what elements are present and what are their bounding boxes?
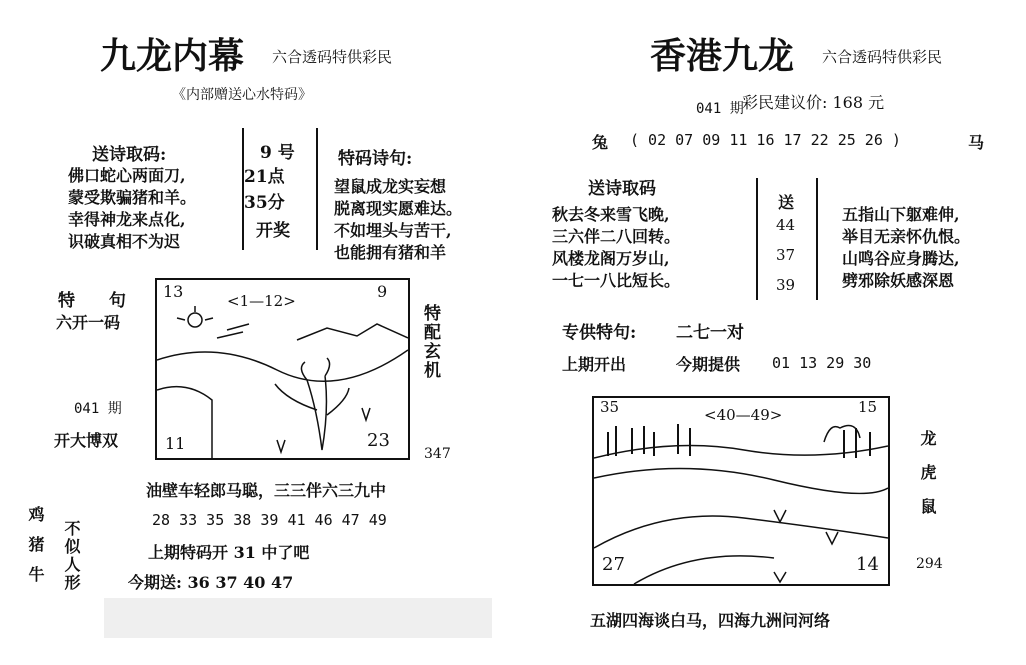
left-vertical-text: 特配玄机 <box>420 304 440 380</box>
left-time-line: 9 号 <box>260 143 295 163</box>
right-zodiac-start: 兔 <box>592 133 609 152</box>
left-animals-col2: 不似人形 <box>62 520 81 592</box>
left-numbers: 28 33 35 38 39 41 46 47 49 <box>152 511 387 529</box>
right-send-line: 送 <box>778 193 795 212</box>
right-sketch-top-right: 15 <box>858 398 878 416</box>
left-last-open: 上期特码开 31 中了吧 <box>148 543 310 562</box>
right-subtitle: 六合透码特供彩民 <box>822 48 943 66</box>
left-today-send: 今期送: 36 37 40 47 <box>128 573 294 592</box>
left-special-label: 特 句 <box>58 291 140 311</box>
right-poem-right-line: 举目无亲怀仇恨。 <box>842 227 971 246</box>
left-sketch-top-right: 9 <box>377 282 388 301</box>
left-time-line: 21点 <box>244 167 285 187</box>
left-title: 九龙内幕 <box>100 35 245 77</box>
right-special-label: 专供特句: <box>562 323 637 343</box>
left-subtitle: 六合透码特供彩民 <box>272 48 393 66</box>
left-code-poem-line: 不如埋头与苦干, <box>334 221 452 240</box>
left-time-line: 开奖 <box>256 221 290 241</box>
left-poem-line: 幸得神龙来点化, <box>68 210 186 229</box>
right-send-line: 39 <box>776 276 796 294</box>
right-poem-right-line: 劈邪除妖感深恩 <box>842 271 955 290</box>
left-issue: 041 期 <box>74 401 122 417</box>
right-poem-left-line: 秋去冬来雪飞晚, <box>552 205 670 224</box>
left-code-poem-label: 特码诗句: <box>338 149 413 169</box>
right-poem-left <box>552 204 680 292</box>
left-poem-line: 蒙受欺骗猪和羊。 <box>68 188 197 207</box>
right-sketch-top-left: 35 <box>600 398 620 416</box>
right-special-value: 二七一对 <box>676 323 744 343</box>
left-code-poem-line: 也能拥有猪和羊 <box>334 243 447 262</box>
left-time-line: 35分 <box>244 193 285 213</box>
left-inner-note: 《内部赠送心水特码》 <box>172 87 312 103</box>
right-price: 彩民建议价: 168 元 <box>742 93 885 112</box>
right-zodiac-end: 马 <box>968 133 985 152</box>
left-sketch-top-left: 13 <box>163 282 184 301</box>
left-poem-label: 送诗取码: <box>92 145 167 165</box>
left-shade <box>104 598 492 638</box>
right-poem-left-line: 一七一八比短长。 <box>552 271 681 290</box>
right-vertical-text: 龙虎鼠 <box>918 430 937 532</box>
right-send-line: 44 <box>776 216 796 234</box>
left-sketch <box>155 278 410 460</box>
right-poem-left-line: 风楼龙阁万岁山, <box>552 249 670 268</box>
right-side-number: 294 <box>916 556 943 572</box>
right-poem-label: 送诗取码 <box>588 179 656 199</box>
left-issue-note: 开大博双 <box>54 431 119 450</box>
left-sketch-bottom-left: 11 <box>165 434 186 453</box>
right-footer: 五湖四海谈白马，四海九洲问河络 <box>590 611 831 630</box>
right-sketch <box>592 396 890 586</box>
right-poem-right-line: 五指山下躯难伸, <box>842 205 960 224</box>
left-poem-line: 识破真相不为迟 <box>68 232 181 251</box>
left-verse: 油壁车轻郎马聪，三三伴六三九中 <box>146 481 387 500</box>
right-last-issue: 上期开出 <box>562 355 627 374</box>
right-sketch-bottom-right: 14 <box>856 554 879 575</box>
right-sketch-drawing <box>594 398 888 584</box>
right-zodiac-numbers: ( 02 07 09 11 16 17 22 25 26 ) <box>630 131 901 149</box>
left-side-number: 347 <box>424 446 451 462</box>
left-special-value: 六开一码 <box>56 313 121 332</box>
right-poem-right <box>842 204 970 292</box>
left-poem <box>68 165 196 253</box>
left-code-poem-line: 望鼠成龙实妄想 <box>334 177 447 196</box>
right-provided-numbers: 01 13 29 30 <box>772 354 872 372</box>
left-animals-col1: 鸡猪牛 <box>26 506 45 596</box>
right-poem-left-line: 三六伴二八回转。 <box>552 227 681 246</box>
left-sketch-bottom-right: 23 <box>367 430 390 451</box>
right-issue: 041 期 <box>696 101 744 117</box>
right-sketch-range: <40—49> <box>704 406 783 424</box>
left-poem-line: 佛口蛇心两面刀, <box>68 166 186 185</box>
right-sketch-bottom-left: 27 <box>602 554 625 575</box>
left-code-poem <box>334 176 462 264</box>
right-this-issue: 今期提供 <box>676 355 741 374</box>
left-code-poem-line: 脱离现实愿难达。 <box>334 199 463 218</box>
right-poem-right-line: 山鸣谷应身腾达, <box>842 249 960 268</box>
left-sketch-range: <1—12> <box>227 292 296 310</box>
right-title: 香港九龙 <box>650 35 795 77</box>
right-send-line: 37 <box>776 246 796 264</box>
